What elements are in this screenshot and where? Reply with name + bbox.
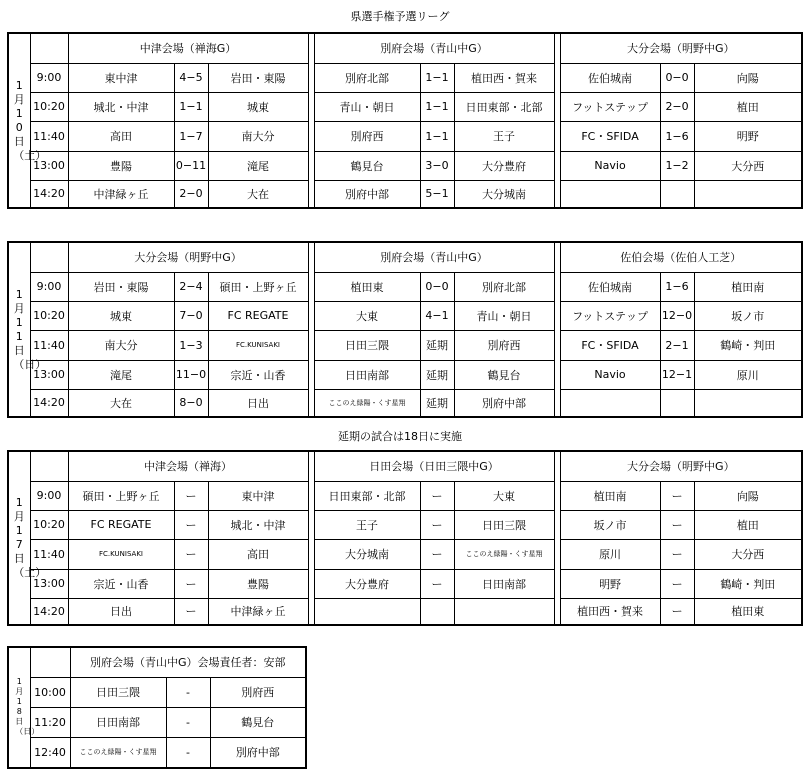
home-team-cell: Navio [560, 151, 660, 180]
score-cell: 2−4 [174, 272, 208, 301]
time-cell: 9:00 [30, 63, 68, 92]
score-cell: 4−1 [420, 301, 454, 330]
home-team-cell: 中津緑ヶ丘 [68, 180, 174, 208]
time-cell: 12:40 [30, 737, 70, 768]
away-team-cell: 城東 [208, 92, 308, 121]
away-team-cell: 大分城南 [454, 180, 554, 208]
score-cell: 0−0 [420, 272, 454, 301]
away-team-cell [694, 180, 802, 208]
score-cell: 12−0 [660, 301, 694, 330]
time-cell: 10:20 [30, 301, 68, 330]
score-cell: 0−0 [660, 63, 694, 92]
schedule-table [7, 450, 803, 626]
score-cell: 1−1 [420, 92, 454, 121]
score-cell: ー [174, 598, 208, 625]
match-row [8, 737, 306, 768]
match-row [8, 598, 802, 625]
date-label: 1月11日（日） [13, 287, 47, 371]
time-cell: 10:20 [30, 510, 68, 539]
score-cell: - [166, 707, 210, 737]
venue-header: 佐伯会場（佐伯人工芝） [560, 242, 802, 272]
score-cell: 1−3 [174, 330, 208, 360]
away-team-cell: 豊陽 [208, 569, 308, 598]
page-title: 県選手権予選リーグ [350, 10, 450, 23]
score-cell: - [166, 677, 210, 707]
score-cell: ー [420, 539, 454, 569]
away-team-cell: 向陽 [694, 63, 802, 92]
home-team-cell: ここのえ緑陽・くす星翔 [314, 389, 420, 417]
time-cell: 14:20 [30, 389, 68, 417]
home-team-cell: 大在 [68, 389, 174, 417]
match-row [8, 272, 802, 301]
home-team-cell: FC・SFIDA [560, 330, 660, 360]
away-team-cell: 鶴崎・判田 [694, 569, 802, 598]
match-row [8, 301, 802, 330]
venue-header: 別府会場（青山中G） [314, 33, 554, 63]
match-row [8, 151, 802, 180]
home-team-cell: 豊陽 [68, 151, 174, 180]
away-team-cell: 日田三隈 [454, 510, 554, 539]
time-cell: 9:00 [30, 481, 68, 510]
venue-header: 中津会場（禅海） [68, 451, 308, 481]
away-team-cell [694, 389, 802, 417]
home-team-cell: FC.KUNISAKI [68, 539, 174, 569]
away-team-cell: 大東 [454, 481, 554, 510]
date-cell [8, 647, 40, 768]
match-row [8, 180, 802, 208]
home-team-cell: 大東 [314, 301, 420, 330]
match-row [8, 569, 802, 598]
time-header-cell [30, 647, 70, 677]
home-team-cell: 宗近・山香 [68, 569, 174, 598]
date-label: 1月10日（土） [13, 78, 47, 162]
time-header-cell [30, 242, 68, 272]
home-team-cell: 城北・中津 [68, 92, 174, 121]
score-cell [660, 180, 694, 208]
home-team-cell: 日田東部・北部 [314, 481, 420, 510]
away-team-cell: 植田西・賀来 [454, 63, 554, 92]
date-cell [8, 33, 47, 208]
score-cell: 1−6 [660, 121, 694, 151]
home-team-cell: フットステップ [560, 301, 660, 330]
score-cell: - [166, 737, 210, 768]
home-team-cell: 鶴見台 [314, 151, 420, 180]
postponement-note: 延期の試合は18日に実施 [338, 430, 462, 443]
time-cell: 13:00 [30, 151, 68, 180]
score-cell: ー [420, 569, 454, 598]
home-team-cell: 王子 [314, 510, 420, 539]
home-team-cell: 城東 [68, 301, 174, 330]
away-team-cell: 植田 [694, 92, 802, 121]
away-team-cell: 大分西 [694, 539, 802, 569]
score-cell: 12−1 [660, 360, 694, 389]
away-team-cell: 別府中部 [454, 389, 554, 417]
away-team-cell: 明野 [694, 121, 802, 151]
score-cell: ー [174, 481, 208, 510]
away-team-cell: 王子 [454, 121, 554, 151]
home-team-cell: 南大分 [68, 330, 174, 360]
venue-header-row [8, 647, 306, 677]
home-team-cell: 日田南部 [314, 360, 420, 389]
venue-header-row [8, 451, 802, 481]
score-cell: 2−1 [660, 330, 694, 360]
home-team-cell: 青山・朝日 [314, 92, 420, 121]
score-cell: 1−1 [174, 92, 208, 121]
time-cell: 14:20 [30, 180, 68, 208]
home-team-cell: 大分城南 [314, 539, 420, 569]
away-team-cell: 城北・中津 [208, 510, 308, 539]
home-team-cell: 高田 [68, 121, 174, 151]
score-cell: ー [174, 539, 208, 569]
time-cell: 11:40 [30, 121, 68, 151]
home-team-cell: 明野 [560, 569, 660, 598]
home-team-cell: 植田西・賀来 [560, 598, 660, 625]
home-team-cell: 岩田・東陽 [68, 272, 174, 301]
score-cell: 0−11 [174, 151, 208, 180]
away-team-cell: 滝尾 [208, 151, 308, 180]
time-cell: 9:00 [30, 272, 68, 301]
away-team-cell: ここのえ緑陽・くす星翔 [454, 539, 554, 569]
time-cell: 14:20 [30, 598, 68, 625]
venue-header: 大分会場（明野中G） [68, 242, 308, 272]
away-team-cell: 東中津 [208, 481, 308, 510]
venue-header-row [8, 242, 802, 272]
home-team-cell: フットステップ [560, 92, 660, 121]
score-cell: 延期 [420, 389, 454, 417]
score-cell: ー [420, 481, 454, 510]
match-row [8, 330, 802, 360]
away-team-cell: 岩田・東陽 [208, 63, 308, 92]
away-team-cell: 別府西 [210, 677, 306, 707]
score-cell: ー [420, 510, 454, 539]
away-team-cell [454, 598, 554, 625]
home-team-cell [560, 389, 660, 417]
away-team-cell: 日田東部・北部 [454, 92, 554, 121]
time-cell: 10:00 [30, 677, 70, 707]
score-cell: 延期 [420, 360, 454, 389]
score-cell: 8−0 [174, 389, 208, 417]
away-team-cell: 別府北部 [454, 272, 554, 301]
match-row [8, 539, 802, 569]
home-team-cell: 滝尾 [68, 360, 174, 389]
score-cell: 延期 [420, 330, 454, 360]
home-team-cell: FC REGATE [68, 510, 174, 539]
home-team-cell: 日出 [68, 598, 174, 625]
away-team-cell: 南大分 [208, 121, 308, 151]
score-cell: 4−5 [174, 63, 208, 92]
score-cell: 11−0 [174, 360, 208, 389]
schedule-table-18 [7, 646, 307, 769]
time-header-cell [30, 451, 68, 481]
match-row [8, 677, 306, 707]
score-cell: 1−2 [660, 151, 694, 180]
score-cell [660, 389, 694, 417]
score-cell [420, 598, 454, 625]
date-label: 1月17日（土） [13, 496, 47, 579]
away-team-cell: 碩田・上野ヶ丘 [208, 272, 308, 301]
match-row [8, 92, 802, 121]
schedule-table [7, 32, 803, 209]
score-cell: 1−7 [174, 121, 208, 151]
home-team-cell: 碩田・上野ヶ丘 [68, 481, 174, 510]
score-cell: ー [660, 539, 694, 569]
score-cell: 1−1 [420, 63, 454, 92]
away-team-cell: 大分西 [694, 151, 802, 180]
match-row [8, 707, 306, 737]
home-team-cell: 原川 [560, 539, 660, 569]
away-team-cell: 別府西 [454, 330, 554, 360]
away-team-cell: 鶴崎・判田 [694, 330, 802, 360]
away-team-cell: 大分豊府 [454, 151, 554, 180]
home-team-cell: 別府北部 [314, 63, 420, 92]
away-team-cell: 原川 [694, 360, 802, 389]
match-row [8, 510, 802, 539]
time-cell: 13:00 [30, 360, 68, 389]
away-team-cell: 植田南 [694, 272, 802, 301]
home-team-cell: 佐伯城南 [560, 272, 660, 301]
home-team-cell: ここのえ緑陽・くす星翔 [70, 737, 166, 768]
home-team-cell: 東中津 [68, 63, 174, 92]
score-cell: 3−0 [420, 151, 454, 180]
venue-header: 大分会場（明野中G） [560, 451, 802, 481]
score-cell: 2−0 [660, 92, 694, 121]
home-team-cell: 佐伯城南 [560, 63, 660, 92]
date-label: 1月18日（日） [15, 676, 40, 736]
away-team-cell: 向陽 [694, 481, 802, 510]
away-team-cell: 高田 [208, 539, 308, 569]
time-cell: 13:00 [30, 569, 68, 598]
home-team-cell: Navio [560, 360, 660, 389]
home-team-cell: FC・SFIDA [560, 121, 660, 151]
score-cell: ー [660, 510, 694, 539]
away-team-cell: 青山・朝日 [454, 301, 554, 330]
time-cell: 11:40 [30, 330, 68, 360]
score-cell: 5−1 [420, 180, 454, 208]
venue-header: 別府会場（青山中G） [314, 242, 554, 272]
away-team-cell: 中津緑ヶ丘 [208, 598, 308, 625]
score-cell: ー [660, 569, 694, 598]
score-cell: ー [174, 569, 208, 598]
away-team-cell: 植田東 [694, 598, 802, 625]
match-row [8, 121, 802, 151]
home-team-cell: 植田東 [314, 272, 420, 301]
match-row [8, 389, 802, 417]
time-cell: 10:20 [30, 92, 68, 121]
home-team-cell: 大分豊府 [314, 569, 420, 598]
away-team-cell: FC.KUNISAKI [208, 330, 308, 360]
away-team-cell: 鶴見台 [210, 707, 306, 737]
time-header-cell [30, 33, 68, 63]
away-team-cell: 大在 [208, 180, 308, 208]
time-cell: 11:40 [30, 539, 68, 569]
date-cell [8, 242, 47, 417]
match-row [8, 63, 802, 92]
time-cell: 11:20 [30, 707, 70, 737]
home-team-cell: 日田三隈 [314, 330, 420, 360]
score-cell: ー [660, 481, 694, 510]
home-team-cell: 日田南部 [70, 707, 166, 737]
score-cell: 1−1 [420, 121, 454, 151]
venue-header: 別府会場（青山中G）会場責任者：安部 [70, 647, 306, 677]
match-row [8, 360, 802, 389]
home-team-cell [314, 598, 420, 625]
away-team-cell: FC REGATE [208, 301, 308, 330]
score-cell: ー [660, 598, 694, 625]
home-team-cell: 植田南 [560, 481, 660, 510]
score-cell: 7−0 [174, 301, 208, 330]
home-team-cell: 坂ノ市 [560, 510, 660, 539]
venue-header: 大分会場（明野中G） [560, 33, 802, 63]
away-team-cell: 宗近・山香 [208, 360, 308, 389]
score-cell: ー [174, 510, 208, 539]
date-cell [8, 451, 47, 625]
away-team-cell: 坂ノ市 [694, 301, 802, 330]
away-team-cell: 別府中部 [210, 737, 306, 768]
away-team-cell: 日田南部 [454, 569, 554, 598]
score-cell: 1−6 [660, 272, 694, 301]
match-row [8, 481, 802, 510]
away-team-cell: 植田 [694, 510, 802, 539]
home-team-cell: 日田三隈 [70, 677, 166, 707]
score-cell: 2−0 [174, 180, 208, 208]
away-team-cell: 日出 [208, 389, 308, 417]
away-team-cell: 鶴見台 [454, 360, 554, 389]
venue-header: 中津会場（禅海G） [68, 33, 308, 63]
home-team-cell [560, 180, 660, 208]
venue-header: 日田会場（日田三隈中G） [314, 451, 554, 481]
schedule-table [7, 241, 803, 418]
venue-header-row [8, 33, 802, 63]
home-team-cell: 別府西 [314, 121, 420, 151]
home-team-cell: 別府中部 [314, 180, 420, 208]
